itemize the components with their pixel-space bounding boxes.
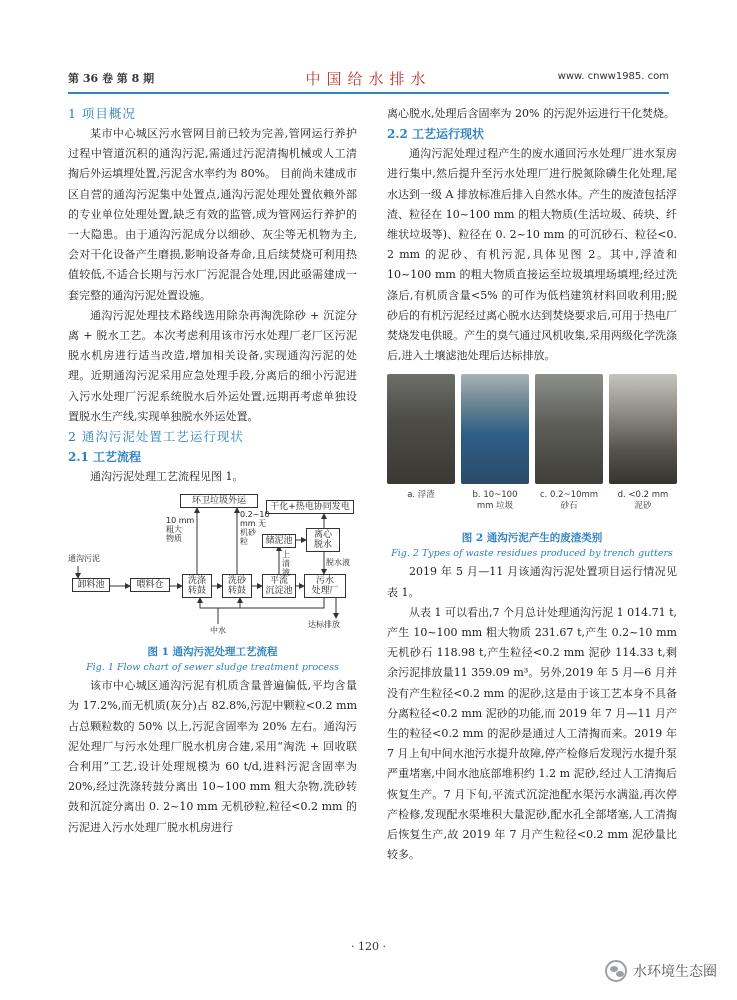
wwtp-box: 污水 处理厂 [304,574,346,598]
scum-photo [387,374,455,484]
watermark-text: 水环境生态圈 [633,964,717,980]
drying-power-box: 干化+热电协同发电 [266,500,354,514]
section-2-2-heading: 2.2 工艺运行现状 [387,127,485,142]
photo-caption: d. <0.2 mm 泥砂 [617,490,669,512]
journal-title: 中国给水排水 [305,70,432,88]
paragraph: 2019 年 5 月—11 月该通沟污泥处置项目运行情况见表 1。 [387,565,677,599]
sludge-tank-box: 储泥池 [262,534,296,548]
unloading-pool-box: 卸料池 [72,578,110,592]
figure-1-caption: 图 1 通沟污泥处理工艺流程 [147,646,278,659]
feed-bin-box: 喂料仓 [130,578,170,592]
centrifuge-box: 离心 脱水 [306,528,340,552]
washing-drum-box: 洗涤 转鼓 [182,574,212,598]
paragraph: 该市中心城区通沟污泥有机质含量普遍偏低,平均含量为 17.2%,而无机质(灰分)占 82.8%,污泥中颗粒<0.2 mm 占总颗粒数的 50% 以上,污泥含固率为 20% 左右。通沟污泥处理厂与污水处理厂脱水机房合建,采用“淘洗 + 回收联合利用”工艺,设计处理规模为 60 t/d,进料污泥含固率为 20%,经过洗涤转鼓分离出 10~100 mm 粗大杂物,洗砂转鼓和沉淀分离出 0. 2~10 mm 无机砂粒,粒径<0.2 mm 的污泥进入污水处理厂脱水机房进行 [68,679,357,834]
sand-particle-label: 0.2~10 mm 无 机砂 粒 [240,510,270,547]
sanitation-waste-box: 环卫垃圾外运 [180,494,258,508]
header-divider [68,92,669,94]
paragraph: 通沟污泥处理工艺流程见图 1。 [90,470,244,484]
figure-2-caption-en: Fig. 2 Types of waste residues produced by trench gutters [391,548,673,560]
supernatant-label: 上 清 液 [282,550,290,578]
sedimentation-tank-box: 平流 沉淀池 [262,574,296,598]
paragraph: 离心脱水,处理后含固率为 20% 的污泥外运进行干化焚烧。 [387,107,675,120]
page-number: · 120 · [351,940,386,953]
photo-caption: c. 0.2~10mm 砂石 [539,490,599,512]
gravel-photo [535,374,603,484]
garbage-photo [461,374,529,484]
journal-url: www. cnww1985. com [557,71,669,82]
right-column [387,104,677,865]
discharge-label: 达标排放 [308,620,340,630]
dewatering-liquid-label: 脱水液 [326,558,350,568]
volume-issue: 第 36 卷 第 8 期 [68,72,155,85]
waste-photos [387,374,677,524]
section-2-heading: 2 通沟污泥处置工艺运行现状 [68,429,244,445]
paragraph: 某市中心城区污水管网目前已较为完善,管网运行养护过程中管道沉积的通沟污泥,需通过污泥清掏机械或人工清掏后外运填埋处置,污泥含水率约为 80%。 目前尚未建成市区自营的通沟污泥集中处置点,通沟污泥处理处置依赖外部的专业单位处理处置,缺乏有效的监管,成为管网运行养护的一大隐患。由于通沟污泥成分以细砂、灰尘等无机物为主,会对干化设备产生磨损,影响设备寿命,且后续焚烧可利用热值较低,不适合长期与污水厂污泥混合处理,因此亟需建成一套完整的通沟污泥处置设施。 [68,127,357,302]
figure-1-caption-en: Fig. 1 Flow chart of sewer sludge treatment process [86,662,339,674]
section-2-1-heading: 2.1 工艺流程 [68,450,142,465]
paragraph: 通沟污泥处理过程产生的废水通回污水处理厂进水泵房进行集中,然后提升至污水处理厂进行脱氮除磷生化处理,尾水达到一级 A 排放标准后排入自然水体。产生的废渣包括浮渣、粒径在 10~100 mm 的粗大物质(生活垃圾、砖块、纤维状垃圾等)、粒径在 0. 2~10 mm 的可沉砂石、粒径<0. 2 mm 的泥砂、有机污泥,具体见图 2。其中,浮渣和 10~100 mm 的粗大物质直接运至垃圾填埋场填埋;经过洗涤后,有机质含量<5% 的可作为低档建筑材料回收利用;脱砂后的有机污泥经过离心脱水达到焚烧要求后,可用于热电厂焚烧发电供暖。产生的臭气通过风机收集,采用两级化学洗涤后,进入土壤滤池处理后达标排放。 [387,147,677,363]
silt-photo [609,374,677,484]
paragraph: 通沟污泥处理技术路线选用除杂再淘洗除砂 + 沉淀分离 + 脱水工艺。本次考虑利用该市污水处理厂老厂区污泥脱水机房进行适当改造,增加相关设备,实现通沟污泥的处理。近期通沟污泥采用应急处理手段,分离后的细小污泥进入污水处理厂污泥系统脱水后外运处置,远期再考虑单独设置脱水生产线,实现单独脱水外运处置。 [68,308,357,423]
figure-2-caption: 图 2 通沟污泥产生的废渣类别 [461,532,603,545]
process-flow-diagram [68,490,357,640]
photo-caption: b. 10~100 mm 垃圾 [472,490,518,512]
watermark [605,960,717,982]
section-1-heading: 1 项目概况 [68,106,136,121]
paragraph: 从表 1 可以看出,7 个月总计处理通沟污泥 1 014.71 t,产生 10~100 mm 粗大物质 231.67 t,产生 0.2~10 mm 无机砂石 118.98 t,产生粒径<0.2 mm 泥砂 114.33 t,剩余污泥排放量11 359.09 m³。另外,2019 年 5 月—6 月并没有产生粒径<0.2 mm 的泥砂,这是由于该工艺本身不具备分离粒径<0.2 mm 泥砂的功能,而 2019 年 7 月—11 月产生的粒径<0.2 mm 的泥砂是通过人工清掏而来。2019 年 7 月上旬中间水池污水提升故障,停产检修后发现污水提升泵严重堵塞,中间水池底部堆积约 1.2 m 泥砂,经过人工清掏后恢复生产。7 月下旬,平流式沉淀池配水渠污水满溢,再次停产检修,发现配水渠堆积大量泥砂,配水孔全部堵塞,人工清掏后恢复生产,故 2019 年 7 月产生粒径<0.2 mm 泥砂量比较多。 [387,605,677,862]
wechat-icon [605,960,627,982]
sewer-sludge-label: 通沟污泥 [68,554,100,564]
coarse-material-label: 10 mm 粗大 物质 [166,516,195,544]
reclaimed-water-label: 中水 [210,626,226,636]
left-column [68,104,357,838]
photo-caption: a. 浮渣 [407,490,435,501]
page-header [68,68,669,90]
sand-washing-drum-box: 洗砂 转鼓 [222,574,252,598]
